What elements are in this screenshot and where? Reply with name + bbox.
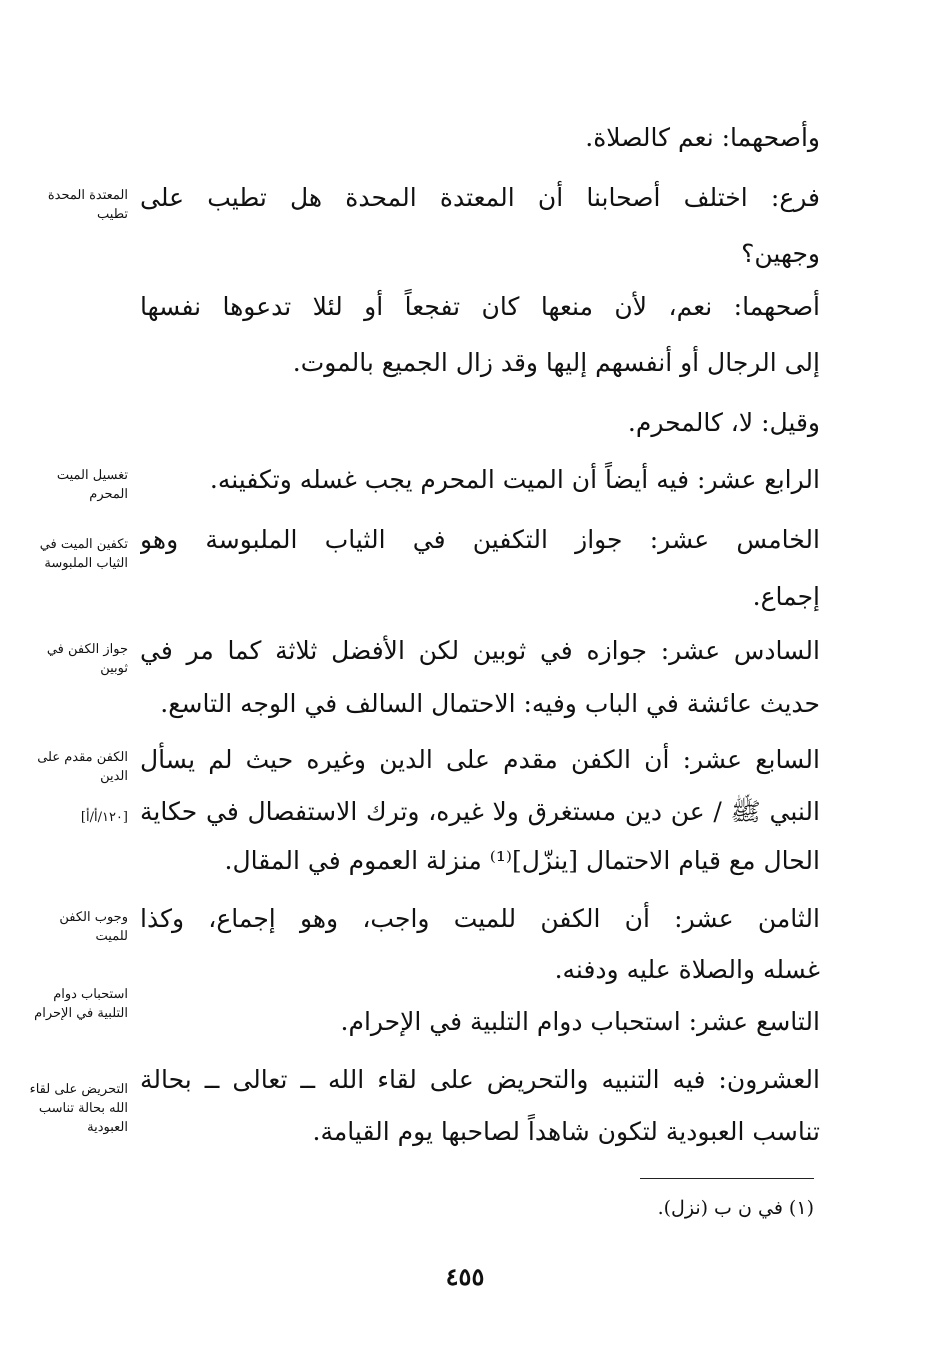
text-line: السابع عشر: أن الكفن مقدم على الدين وغيره حيث لم يسأل	[140, 745, 820, 774]
text-line: أصحهما: نعم، لأن منعها كان تفجعاً أو لئلا تدعوها نفسها	[140, 292, 820, 321]
margin-note: جواز الكفن في ثوبين	[46, 642, 128, 676]
text-line: إجماع.	[752, 582, 820, 611]
text-line: الثامن عشر: أن الكفن للميت واجب، وهو إجماع، وكذا	[140, 904, 820, 933]
text-line: النبي ﷺ / عن دين مستغرق ولا غيره، وترك الاستفصال في حكاية	[140, 797, 820, 826]
margin-note: الكفن مقدم على الدين	[37, 750, 128, 784]
margin-note: تغسيل الميت المحرم	[56, 468, 128, 502]
margin-note: استحباب دوام التلبية في الإحرام	[34, 987, 128, 1021]
margin-note: التحريض على لقاء الله بحالة تناسب العبودية	[29, 1082, 128, 1135]
text-line: الحال مع قيام الاحتمال [ينزّل]⁽¹⁾ منزلة العموم في المقال.	[224, 846, 820, 875]
text-line: التاسع عشر: استحباب دوام التلبية في الإحرام.	[340, 1007, 820, 1036]
text-line: تناسب العبودية لتكون شاهداً لصاحبها يوم القيامة.	[312, 1117, 820, 1146]
text-line: إلى الرجال أو أنفسهم إليها وقد زال الجميع بالموت.	[292, 348, 820, 377]
text-line: وأصحهما: نعم كالصلاة.	[585, 123, 820, 152]
text-line: وجهين؟	[741, 239, 820, 268]
margin-note: تكفين الميت في الثياب الملبوسة	[39, 537, 128, 571]
footnote-divider	[640, 1178, 814, 1179]
text-line: العشرون: فيه التنبيه والتحريض على لقاء الله ــ تعالى ــ بحالة	[140, 1065, 820, 1094]
page-number: ٤٥٥	[445, 1262, 485, 1291]
text-line: السادس عشر: جوازه في ثوبين لكن الأفضل ثلاثة كما مر في	[140, 636, 820, 665]
text-line: حديث عائشة في الباب وفيه: الاحتمال السالف في الوجه التاسع.	[160, 689, 820, 718]
text-line: فرع: اختلف أصحابنا أن المعتدة المحدة هل تطيب على	[140, 183, 820, 212]
margin-note: وجوب الكفن للميت	[59, 910, 128, 944]
text-line: الرابع عشر: فيه أيضاً أن الميت المحرم يجب غسله وتكفينه.	[209, 465, 820, 494]
text-line: غسله والصلاة عليه ودفنه.	[554, 955, 820, 984]
text-line: الخامس عشر: جواز التكفين في الثياب الملبوسة وهو	[140, 525, 820, 554]
folio-reference: [١٢٠/أ/أ]	[80, 810, 128, 825]
footnote: (١) في ن ب (نزل).	[657, 1197, 814, 1219]
text-line: وقيل: لا، كالمحرم.	[627, 408, 820, 437]
margin-note: المعتدة المحدة تطيب	[47, 188, 128, 222]
